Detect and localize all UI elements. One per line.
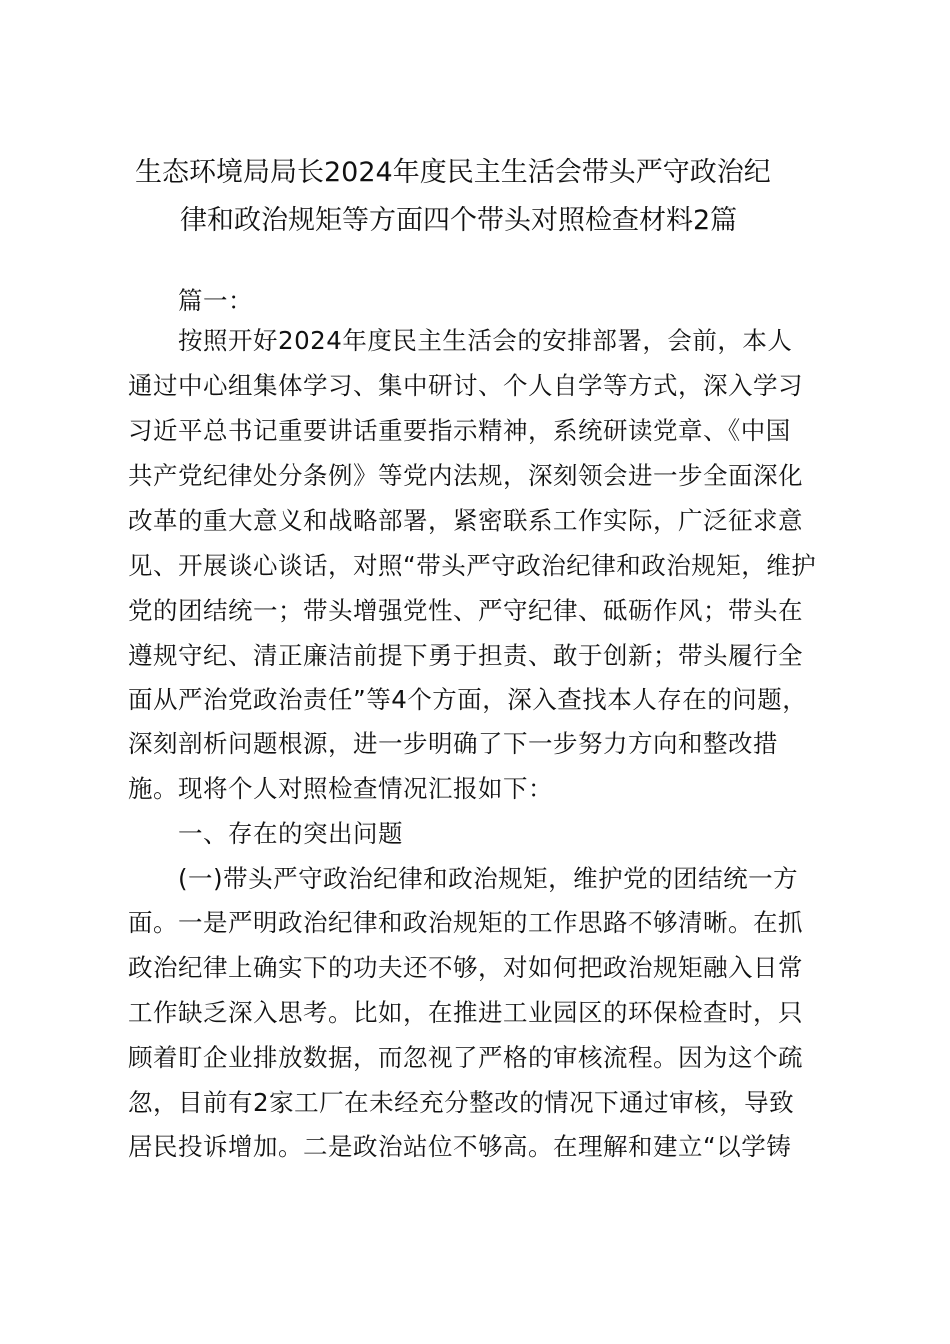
paragraph-line: 改革的重大意义和战略部署，紧密联系工作实际，广泛征求意 — [128, 506, 803, 535]
paragraph-line: 习近平总书记重要讲话重要指示精神，系统研读党章、《中国 — [128, 416, 791, 445]
paragraph-line: 见、开展谈心谈话，对照“带头严守政治纪律和政治规矩，维护 — [128, 551, 817, 580]
paragraph-line: 深刻剖析问题根源，进一步明确了下一步努力方向和整改措 — [128, 729, 778, 758]
paragraph-line: 遵规守纪、清正廉洁前提下勇于担责、敢于创新；带头履行全 — [128, 641, 803, 670]
paragraph-line: 工作缺乏深入思考。比如，在推进工业园区的环保检查时，只 — [128, 998, 803, 1027]
paragraph-line: 政治纪律上确实下的功夫还不够，对如何把政治规矩融入日常 — [128, 953, 803, 982]
paragraph-line: 面。一是严明政治纪律和政治规矩的工作思路不够清晰。在抓 — [128, 908, 803, 937]
paragraph-line: 顾着盯企业排放数据，而忽视了严格的审核流程。因为这个疏 — [128, 1043, 803, 1072]
document-title-line-1: 生态环境局局长2024年度民主生活会带头严守政治纪 — [135, 157, 771, 188]
paragraph-line: 共产党纪律处分条例》等党内法规，深刻领会进一步全面深化 — [128, 461, 803, 490]
paragraph-line: 通过中心组集体学习、集中研讨、个人自学等方式，深入学习 — [128, 371, 803, 400]
section-label: 篇一： — [178, 286, 253, 315]
document-title-line-2: 律和政治规矩等方面四个带头对照检查材料2篇 — [180, 205, 738, 236]
paragraph-line: 党的团结统一；带头增强党性、严守纪律、砥砺作风；带头在 — [128, 596, 803, 625]
subsection-heading-line: (一)带头严守政治纪律和政治规矩，维护党的团结统一方 — [178, 864, 799, 893]
paragraph-line: 忽，目前有2家工厂在未经充分整改的情况下通过审核，导致 — [128, 1088, 795, 1117]
paragraph-line: 面从严治党政治责任”等4个方面，深入查找本人存在的问题， — [128, 685, 808, 714]
paragraph-line: 施。现将个人对照检查情况汇报如下： — [128, 774, 553, 803]
paragraph-line: 按照开好2024年度民主生活会的安排部署，会前，本人 — [178, 326, 793, 355]
section-heading: 一、存在的突出问题 — [178, 819, 403, 848]
paragraph-line: 居民投诉增加。二是政治站位不够高。在理解和建立“以学铸 — [128, 1132, 792, 1161]
